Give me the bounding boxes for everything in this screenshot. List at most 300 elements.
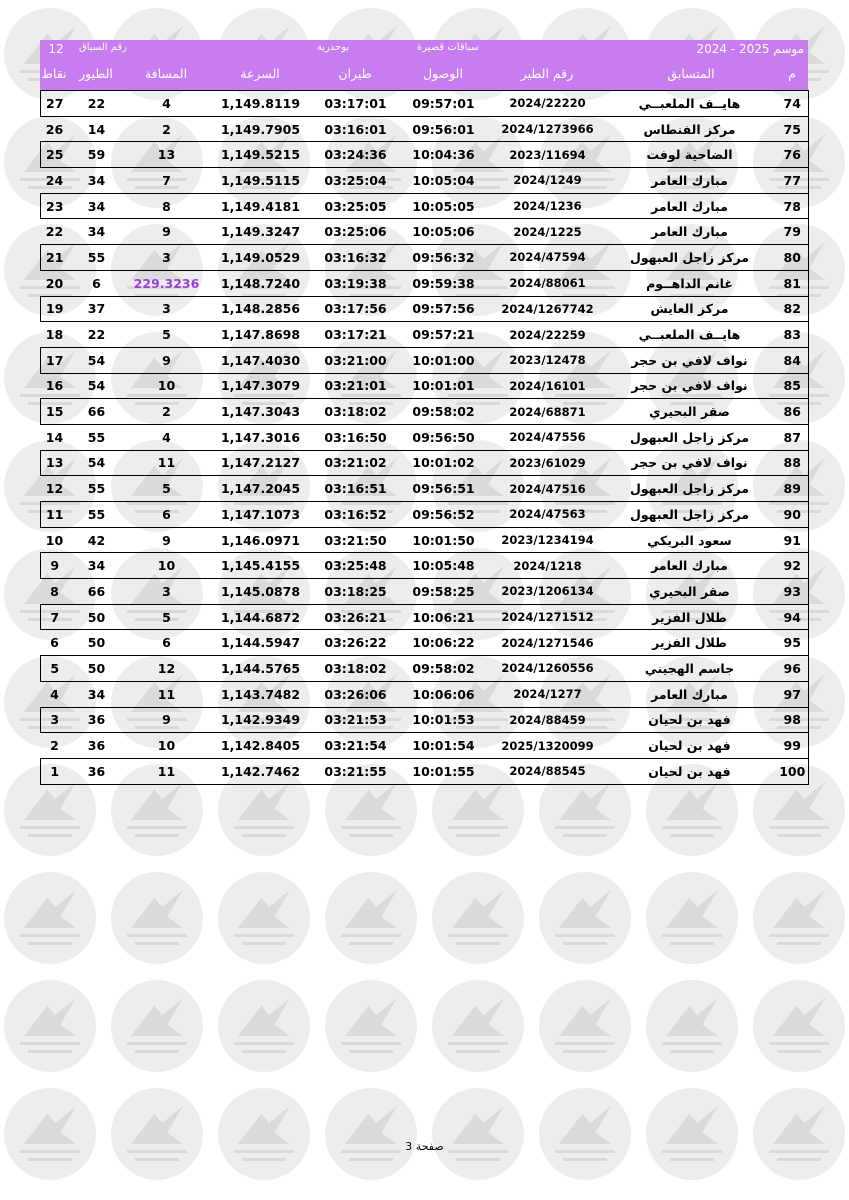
cell-name: مبارك العامر [651, 198, 728, 214]
cell-flight: 03:26:06 [324, 686, 387, 702]
cell-points: 2 [50, 738, 59, 754]
watermark-logo [646, 872, 738, 964]
watermark-logo [218, 872, 310, 964]
cell-bird: 2023/11694 [509, 147, 586, 162]
cell-bird: 2023/12478 [509, 353, 586, 368]
cell-birds: 55 [87, 481, 106, 497]
cell-name: الضاحية لوفت [646, 147, 733, 163]
table-row [41, 91, 809, 117]
cell-flight: 03:16:32 [324, 249, 387, 265]
cell-speed: 1,149.0529 [220, 249, 301, 265]
cell-bird: 2024/1267742 [501, 301, 594, 316]
cell-distance: 10 [157, 558, 176, 574]
col-arrival: الوصول [423, 66, 463, 81]
cell-speed: 1,145.4155 [220, 558, 301, 574]
cell-arrival: 10:06:22 [412, 635, 475, 651]
cell-distance: 5 [162, 609, 171, 625]
cell-flight: 03:18:02 [324, 404, 387, 420]
table-row [41, 579, 809, 605]
table-row [41, 707, 809, 733]
table-row [41, 168, 809, 194]
watermark-logo [325, 872, 417, 964]
cell-flight: 03:18:02 [324, 660, 387, 676]
cell-distance: 9 [162, 532, 171, 548]
cell-distance: 5 [162, 481, 171, 497]
cell-points: 13 [41, 450, 69, 476]
cell-rank: 80 [777, 245, 809, 271]
cell-arrival: 10:05:06 [412, 224, 475, 240]
table-row [41, 733, 809, 759]
cell-speed: 1,144.5765 [220, 660, 301, 676]
cell-birds: 50 [87, 609, 106, 625]
cell-arrival: 10:05:04 [412, 172, 475, 188]
cell-bird: 2025/1320099 [501, 738, 594, 753]
cell-arrival: 09:56:01 [412, 121, 475, 137]
cell-rank: 92 [777, 553, 809, 579]
table-row [41, 399, 809, 425]
watermark-logo [539, 980, 631, 1072]
cell-rank: 84 [777, 347, 809, 373]
cell-points: 22 [45, 224, 64, 240]
cell-speed: 1,149.7905 [220, 121, 301, 137]
col-points: نقاط [41, 66, 67, 81]
cell-distance: 13 [157, 147, 176, 163]
cell-arrival: 09:56:50 [412, 429, 475, 445]
table-row [41, 193, 809, 219]
cell-rank: 75 [777, 116, 809, 142]
cell-arrival: 09:58:02 [412, 404, 475, 420]
cell-points: 3 [41, 707, 69, 733]
cell-rank: 94 [777, 604, 809, 630]
cell-rank: 90 [777, 502, 809, 528]
cell-distance: 9 [162, 224, 171, 240]
cell-name: مركز زاجل العبهول [630, 429, 749, 445]
cell-bird: 2024/1260556 [501, 661, 594, 676]
cell-birds: 22 [87, 95, 106, 111]
cell-arrival: 09:57:21 [412, 327, 475, 343]
cell-flight: 03:18:25 [324, 583, 387, 599]
table-row [41, 245, 809, 271]
cell-points: 11 [41, 502, 69, 528]
cell-rank: 83 [777, 322, 809, 348]
table-row [41, 219, 809, 245]
cell-distance: 2 [162, 404, 171, 420]
cell-flight: 03:25:04 [324, 172, 387, 188]
cell-flight: 03:21:00 [324, 352, 387, 368]
cell-speed: 1,147.2045 [220, 481, 301, 497]
cell-speed: 1,148.7240 [220, 275, 301, 291]
cell-points: 4 [50, 686, 59, 702]
table-row [41, 424, 809, 450]
cell-distance: 10 [157, 378, 176, 394]
results-sheet [40, 40, 808, 785]
cell-arrival: 09:57:56 [412, 301, 475, 317]
cell-birds: 36 [87, 763, 106, 779]
cell-name: طلال الفزير [652, 635, 727, 651]
results-table [40, 90, 809, 785]
cell-flight: 03:25:05 [324, 198, 387, 214]
cell-rank: 77 [777, 168, 809, 194]
cell-rank: 95 [777, 630, 809, 656]
cell-speed: 1,144.5947 [220, 635, 301, 651]
cell-flight: 03:16:51 [324, 481, 387, 497]
cell-arrival: 09:58:25 [412, 583, 475, 599]
cell-bird: 2024/1273966 [501, 122, 594, 137]
cell-arrival: 10:01:55 [412, 763, 475, 779]
watermark-logo [218, 1088, 310, 1180]
cell-bird: 2024/22259 [509, 327, 586, 342]
cell-birds: 34 [87, 198, 106, 214]
col-distance: المسافة [144, 66, 188, 81]
cell-arrival: 09:56:52 [412, 506, 475, 522]
cell-rank: 76 [777, 142, 809, 168]
cell-birds: 37 [87, 301, 106, 317]
page-number: صفحة 3 [405, 1140, 444, 1153]
cell-flight: 03:21:02 [324, 455, 387, 471]
cell-points: 1 [41, 758, 69, 784]
cell-birds: 50 [87, 660, 106, 676]
cell-speed: 1,147.2127 [220, 455, 301, 471]
table-row [41, 322, 809, 348]
race-number: 12 [48, 42, 64, 56]
watermark-logo [432, 980, 524, 1072]
cell-points: 21 [41, 245, 69, 271]
table-row [41, 116, 809, 142]
watermark-logo [325, 1088, 417, 1180]
cell-flight: 03:24:36 [324, 147, 387, 163]
cell-speed: 1,147.3079 [220, 378, 301, 394]
cell-distance: 11 [157, 686, 176, 702]
cell-rank: 99 [777, 733, 809, 759]
cell-arrival: 10:01:50 [412, 532, 475, 548]
cell-flight: 03:26:21 [324, 609, 387, 625]
cell-name: فهد بن لحيان [648, 738, 731, 754]
cell-bird: 2024/47516 [509, 481, 586, 496]
cell-flight: 03:16:52 [324, 506, 387, 522]
cell-points: 9 [41, 553, 69, 579]
cell-rank: 88 [777, 450, 809, 476]
cell-speed: 1,147.3016 [220, 429, 301, 445]
table-row [41, 758, 809, 784]
cell-distance: 4 [162, 429, 171, 445]
cell-points: 24 [45, 172, 64, 188]
cell-distance: 3 [162, 583, 171, 599]
cell-rank: 91 [777, 527, 809, 553]
cell-speed: 1,149.5215 [220, 147, 301, 163]
cell-distance: 2 [162, 121, 171, 137]
cell-distance: 3 [162, 249, 171, 265]
cell-flight: 03:21:50 [324, 532, 387, 548]
cell-birds: 34 [87, 172, 106, 188]
cell-bird: 2024/88459 [509, 712, 586, 727]
cell-distance: 8 [162, 198, 171, 214]
cell-birds: 59 [87, 147, 106, 163]
cell-bird: 2023/61029 [509, 455, 586, 470]
cell-rank: 87 [777, 424, 809, 450]
watermark-logo [432, 872, 524, 964]
cell-bird: 2024/22220 [509, 96, 586, 111]
watermark-logo [4, 980, 96, 1072]
cell-name: مبارك العامر [651, 172, 728, 188]
cell-birds: 34 [87, 224, 106, 240]
cell-flight: 03:17:01 [324, 95, 387, 111]
watermark-logo [753, 872, 845, 964]
table-row [41, 527, 809, 553]
cell-bird: 2024/47594 [509, 250, 586, 265]
cell-birds: 6 [92, 275, 101, 291]
table-row [41, 476, 809, 502]
cell-name: مبارك العامر [651, 224, 728, 240]
cell-name: طلال الفزير [652, 609, 727, 625]
cell-points: 26 [45, 121, 64, 137]
cell-flight: 03:21:55 [324, 763, 387, 779]
cell-speed: 1,145.0878 [220, 583, 301, 599]
cell-distance: 12 [157, 660, 176, 676]
cell-name: مركز الفنطاس [643, 121, 736, 137]
cell-speed: 1,147.1073 [220, 506, 301, 522]
cell-bird: 2024/1271546 [501, 635, 594, 650]
watermark-logo [4, 1088, 96, 1180]
cell-points: 19 [41, 296, 69, 322]
cell-bird: 2023/1206134 [501, 584, 594, 599]
season-years: 2025 - 2024 [696, 42, 770, 56]
cell-arrival: 10:01:00 [412, 352, 475, 368]
cell-arrival: 09:58:02 [412, 660, 475, 676]
cell-speed: 1,147.4030 [220, 352, 301, 368]
cell-birds: 34 [87, 558, 106, 574]
col-birds: الطيور [79, 66, 113, 81]
cell-birds: 54 [87, 352, 106, 368]
cell-arrival: 10:06:06 [412, 686, 475, 702]
race-type: سباقات قصيرة [416, 42, 480, 53]
cell-arrival: 10:01:53 [412, 712, 475, 728]
table-row [41, 656, 809, 682]
cell-birds: 14 [87, 121, 106, 137]
cell-rank: 93 [777, 579, 809, 605]
cell-arrival: 10:01:54 [412, 738, 475, 754]
cell-birds: 50 [87, 635, 106, 651]
cell-birds: 66 [87, 583, 106, 599]
cell-speed: 1,147.3043 [220, 404, 301, 420]
cell-bird: 2024/88545 [509, 764, 586, 779]
cell-rank: 89 [777, 476, 809, 502]
cell-bird: 2024/1218 [513, 558, 582, 573]
cell-bird: 2024/16101 [509, 378, 586, 393]
cell-arrival: 10:05:05 [412, 198, 475, 214]
cell-speed: 1,149.3247 [220, 224, 301, 240]
cell-arrival: 10:06:21 [412, 609, 475, 625]
cell-birds: 36 [87, 738, 106, 754]
cell-rank: 96 [777, 656, 809, 682]
cell-points: 15 [41, 399, 69, 425]
cell-speed: 1,147.8698 [220, 327, 301, 343]
cell-points: 14 [45, 429, 64, 445]
cell-birds: 42 [87, 532, 106, 548]
watermark-logo [753, 980, 845, 1072]
cell-birds: 22 [87, 327, 106, 343]
watermark-logo [539, 1088, 631, 1180]
cell-distance: 10 [157, 738, 176, 754]
race-location: بوحدرية [316, 42, 350, 53]
cell-name: سعود البريكي [647, 532, 732, 548]
cell-birds: 34 [87, 686, 106, 702]
cell-points: 8 [50, 583, 59, 599]
table-row [41, 553, 809, 579]
cell-birds: 55 [87, 249, 106, 265]
table-row [41, 604, 809, 630]
cell-birds: 55 [87, 506, 106, 522]
cell-points: 6 [50, 635, 59, 651]
cell-speed: 1,149.5115 [220, 172, 301, 188]
cell-birds: 54 [87, 455, 106, 471]
cell-bird: 2024/47556 [509, 430, 586, 445]
cell-rank: 78 [777, 193, 809, 219]
cell-speed: 1,146.0971 [220, 532, 301, 548]
cell-name: فهد بن لحيان [648, 763, 731, 779]
cell-name: نواف لافي بن حجر [631, 352, 748, 368]
cell-arrival: 09:57:01 [412, 95, 475, 111]
cell-bird: 2024/1225 [513, 224, 582, 239]
cell-arrival: 10:01:02 [412, 455, 475, 471]
cell-name: نواف لافي بن حجر [631, 455, 748, 471]
cell-points: 23 [41, 193, 69, 219]
cell-name: صقر البحيري [649, 404, 730, 420]
cell-speed: 1,149.8119 [220, 95, 301, 111]
cell-arrival: 09:59:38 [412, 275, 475, 291]
table-row [41, 502, 809, 528]
cell-rank: 74 [777, 91, 809, 117]
column-headers [40, 66, 808, 88]
cell-name: فهد بن لحيان [648, 712, 731, 728]
table-row [41, 296, 809, 322]
watermark-logo [4, 872, 96, 964]
cell-flight: 03:21:53 [324, 712, 387, 728]
cell-points: 7 [41, 604, 69, 630]
cell-points: 20 [45, 275, 64, 291]
cell-points: 10 [45, 532, 64, 548]
cell-bird: 2023/1234194 [501, 533, 594, 548]
cell-bird: 2024/1277 [513, 687, 582, 702]
season-label: موسم [773, 42, 804, 56]
cell-birds: 54 [87, 378, 106, 394]
cell-distance: 4 [162, 95, 171, 111]
cell-name: مركز العايش [650, 301, 729, 317]
cell-name: مركز زاجل العبهول [630, 506, 749, 522]
cell-flight: 03:16:50 [324, 429, 387, 445]
watermark-logo [646, 1088, 738, 1180]
cell-points: 27 [41, 91, 69, 117]
cell-bird: 2024/1271512 [501, 610, 594, 625]
cell-points: 25 [41, 142, 69, 168]
cell-name: صقر البحيري [649, 583, 730, 599]
table-row [41, 373, 809, 399]
cell-birds: 55 [87, 429, 106, 445]
cell-distance: 5 [162, 327, 171, 343]
cell-rank: 100 [777, 758, 809, 784]
table-row [41, 270, 809, 296]
watermark-logo [111, 1088, 203, 1180]
table-row [41, 142, 809, 168]
cell-distance: 229.3236 [133, 275, 200, 291]
cell-speed: 1,148.2856 [220, 301, 301, 317]
cell-bird: 2024/88061 [509, 276, 586, 291]
cell-rank: 98 [777, 707, 809, 733]
watermark-logo [646, 980, 738, 1072]
cell-arrival: 09:56:32 [412, 249, 475, 265]
cell-rank: 79 [777, 219, 809, 245]
watermark-logo [539, 872, 631, 964]
table-row [41, 630, 809, 656]
cell-flight: 03:25:48 [324, 558, 387, 574]
cell-speed: 1,142.8405 [220, 738, 301, 754]
race-number-label: رقم السباق [78, 42, 127, 53]
cell-flight: 03:17:56 [324, 301, 387, 317]
table-row [41, 681, 809, 707]
cell-rank: 81 [777, 270, 809, 296]
cell-birds: 36 [87, 712, 106, 728]
cell-flight: 03:16:01 [324, 121, 387, 137]
cell-distance: 6 [162, 506, 171, 522]
cell-name: مركز زاجل العبهول [630, 481, 749, 497]
cell-name: مبارك العامر [651, 558, 728, 574]
cell-name: هايــف الملعبــي [638, 327, 741, 343]
cell-speed: 1,144.6872 [220, 609, 301, 625]
table-header [40, 40, 808, 90]
cell-flight: 03:17:21 [324, 327, 387, 343]
cell-distance: 6 [162, 635, 171, 651]
cell-flight: 03:21:01 [324, 378, 387, 394]
cell-arrival: 10:04:36 [412, 147, 475, 163]
cell-points: 12 [45, 481, 64, 497]
watermark-logo [432, 1088, 524, 1180]
cell-bird: 2024/1249 [513, 173, 582, 188]
cell-arrival: 09:56:51 [412, 481, 475, 497]
cell-points: 17 [41, 347, 69, 373]
cell-arrival: 10:05:48 [412, 558, 475, 574]
cell-distance: 11 [157, 763, 176, 779]
cell-distance: 7 [162, 172, 171, 188]
col-name: المتسابق [667, 66, 715, 81]
watermark-logo [111, 872, 203, 964]
cell-name: نواف لافي بن حجر [631, 378, 748, 394]
cell-name: جاسم الهجيني [644, 660, 735, 676]
cell-flight: 03:26:22 [324, 635, 387, 651]
cell-bird: 2024/1236 [513, 199, 582, 214]
cell-rank: 97 [777, 681, 809, 707]
cell-arrival: 10:01:01 [412, 378, 475, 394]
cell-speed: 1,142.9349 [220, 712, 301, 728]
col-flight: طيران [338, 66, 372, 81]
cell-speed: 1,142.7462 [220, 763, 301, 779]
header-info-row [40, 42, 808, 60]
watermark-logo [753, 1088, 845, 1180]
col-speed: السرعة [240, 66, 280, 81]
season [634, 42, 804, 56]
cell-speed: 1,149.4181 [220, 198, 301, 214]
cell-flight: 03:21:54 [324, 738, 387, 754]
cell-points: 5 [41, 656, 69, 682]
cell-rank: 82 [777, 296, 809, 322]
cell-points: 18 [45, 327, 64, 343]
cell-flight: 03:19:38 [324, 275, 387, 291]
cell-distance: 9 [162, 352, 171, 368]
cell-name: هايــف الملعبــي [638, 95, 741, 111]
cell-distance: 11 [157, 455, 176, 471]
cell-name: غانم الداهــوم [646, 275, 733, 291]
col-rank: م [788, 66, 796, 81]
cell-bird: 2024/47563 [509, 507, 586, 522]
cell-rank: 86 [777, 399, 809, 425]
